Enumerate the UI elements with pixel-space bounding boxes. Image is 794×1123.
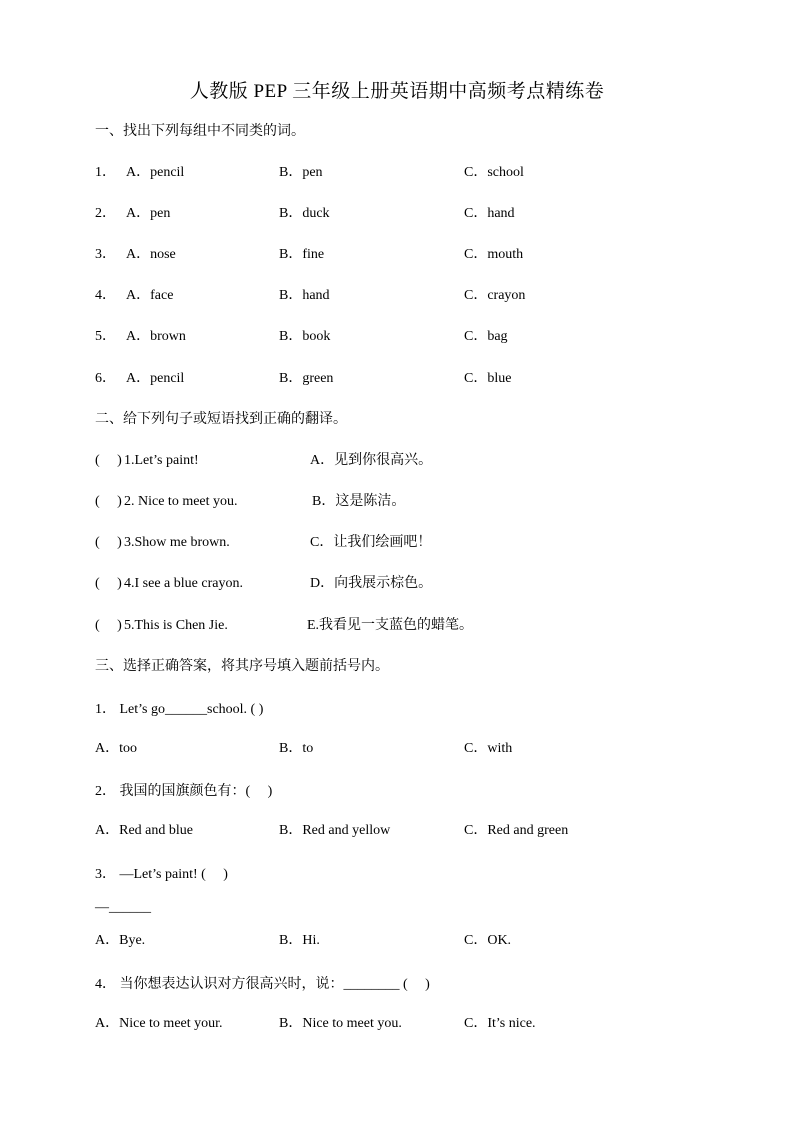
- chinese-translation: C．让我们绘画吧！: [310, 535, 432, 550]
- item-number: 2．: [95, 206, 116, 221]
- english-sentence: 4.I see a blue crayon.: [124, 576, 243, 591]
- option-a: A．Red and blue: [95, 823, 193, 838]
- option-b: B．fine: [279, 247, 325, 262]
- option-c: C．hand: [464, 206, 515, 221]
- english-sentence: 3.Show me brown.: [124, 535, 230, 550]
- option-b: B．to: [279, 741, 314, 756]
- option-c: C．school: [464, 165, 524, 180]
- question-stem: 1． Let’s go______school. ( ): [95, 702, 264, 717]
- section2-heading: 二、给下列句子或短语找到正确的翻译。: [95, 412, 347, 427]
- item-number: 6．: [95, 371, 116, 386]
- item-number: 1．: [95, 165, 116, 180]
- option-a: A．Bye.: [95, 933, 146, 948]
- option-c: C．mouth: [464, 247, 524, 262]
- option-c: C．crayon: [464, 288, 526, 303]
- answer-bracket: ( ): [95, 535, 122, 550]
- option-a: A．nose: [126, 247, 176, 262]
- answer-bracket: ( ): [95, 618, 122, 633]
- item-number: 4．: [95, 288, 116, 303]
- question-stem: 3． —Let’s paint! ( ): [95, 867, 228, 882]
- answer-bracket: ( ): [95, 494, 122, 509]
- option-b: B．green: [279, 371, 334, 386]
- option-b: B．Red and yellow: [279, 823, 391, 838]
- reply-blank: —______: [95, 900, 151, 915]
- option-c: C．bag: [464, 329, 508, 344]
- option-c: C．It’s nice.: [464, 1016, 536, 1031]
- section1-heading: 一、找出下列每组中不同类的词。: [95, 124, 305, 139]
- option-a: A．pen: [126, 206, 171, 221]
- option-c: C．OK.: [464, 933, 512, 948]
- question-stem: 2． 我国的国旗颜色有：( ): [95, 784, 273, 799]
- option-a: A．Nice to meet your.: [95, 1016, 223, 1031]
- answer-bracket: ( ): [95, 453, 122, 468]
- question-stem: 4． 当你想表达认识对方很高兴时，说：________ ( ): [95, 977, 430, 992]
- english-sentence: 2. Nice to meet you.: [124, 494, 238, 509]
- item-number: 5．: [95, 329, 116, 344]
- option-b: B．duck: [279, 206, 330, 221]
- option-a: A．pencil: [126, 371, 185, 386]
- english-sentence: 1.Let’s paint!: [124, 453, 199, 468]
- english-sentence: 5.This is Chen Jie.: [124, 618, 228, 633]
- option-a: A．too: [95, 741, 137, 756]
- option-a: A．pencil: [126, 165, 185, 180]
- option-b: B．Hi.: [279, 933, 320, 948]
- option-b: B．pen: [279, 165, 323, 180]
- option-a: A．brown: [126, 329, 186, 344]
- page-title: 人教版 PEP 三年级上册英语期中高频考点精练卷: [189, 81, 605, 102]
- option-c: C．blue: [464, 371, 512, 386]
- answer-bracket: ( ): [95, 576, 122, 591]
- option-c: C．with: [464, 741, 513, 756]
- option-a: A．face: [126, 288, 174, 303]
- section3-heading: 三、选择正确答案，将其序号填入题前括号内。: [95, 659, 389, 674]
- option-c: C．Red and green: [464, 823, 569, 838]
- option-b: B．hand: [279, 288, 330, 303]
- chinese-translation: A．见到你很高兴。: [310, 453, 433, 468]
- option-b: B．Nice to meet you.: [279, 1016, 402, 1031]
- chinese-translation: E.我看见一支蓝色的蜡笔。: [307, 618, 474, 633]
- item-number: 3．: [95, 247, 116, 262]
- chinese-translation: D．向我展示棕色。: [310, 576, 433, 591]
- chinese-translation: B．这是陈洁。: [312, 494, 406, 509]
- option-b: B．book: [279, 329, 331, 344]
